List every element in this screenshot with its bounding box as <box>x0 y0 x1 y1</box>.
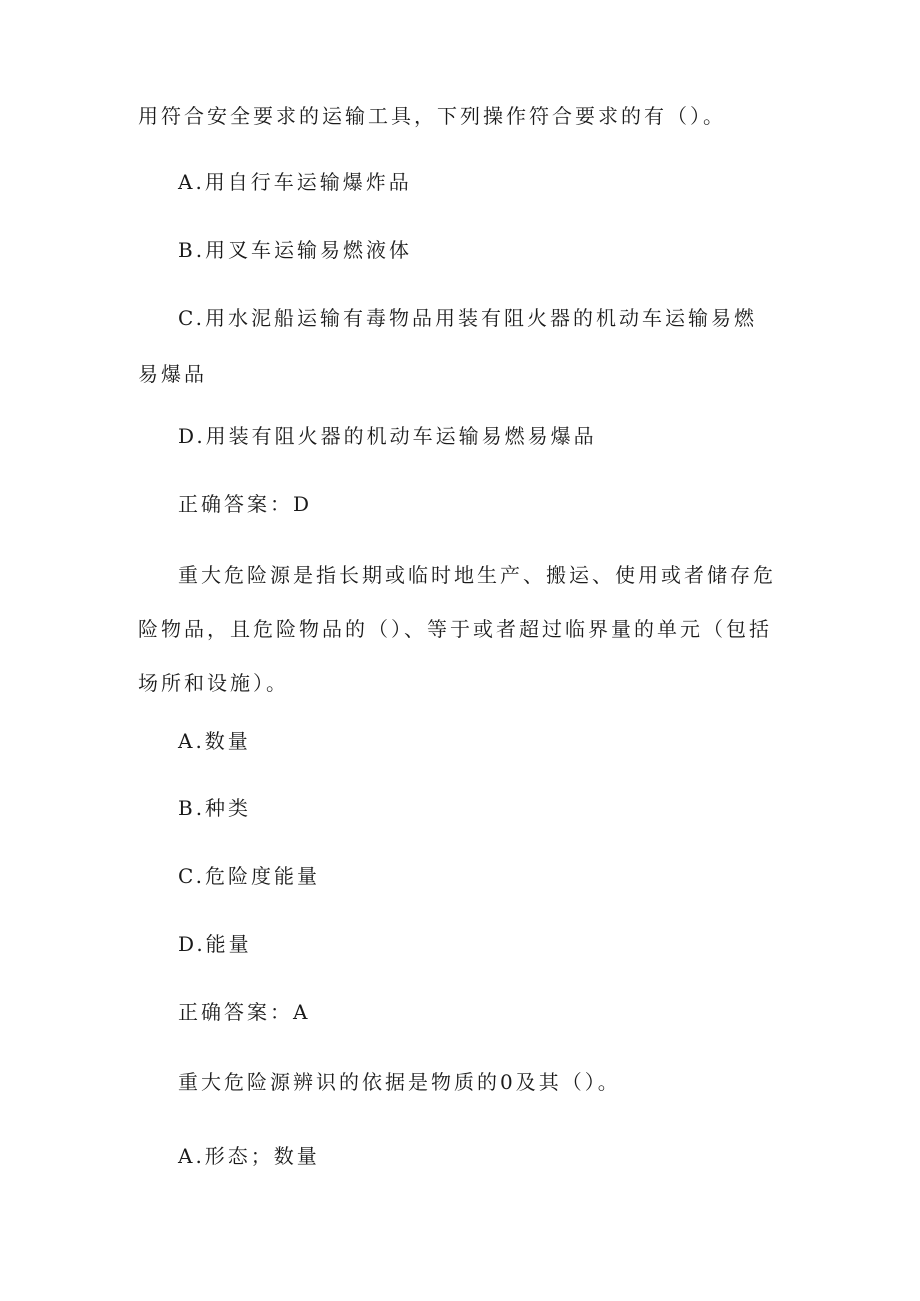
q2-answer: 正确答案：A <box>178 1000 311 1024</box>
q1-stem: 用符合安全要求的运输工具，下列操作符合要求的有（）。 <box>138 104 726 128</box>
q3-option-a: A.形态；数量 <box>178 1144 320 1168</box>
q2-option-a: A.数量 <box>178 729 251 753</box>
q1-answer: 正确答案：D <box>178 492 313 516</box>
q2-option-d: D.能量 <box>178 932 252 956</box>
q1-option-d: D.用装有阻火器的机动车运输易燃易爆品 <box>178 424 597 448</box>
q3-stem: 重大危险源辨识的依据是物质的0及其（）。 <box>178 1070 621 1094</box>
q2-option-c: C.危险度能量 <box>178 864 320 888</box>
q2-option-b: B.种类 <box>178 796 252 820</box>
q1-option-b: B.用叉车运输易燃液体 <box>178 238 413 262</box>
q1-option-c: C.用水泥船运输有毒物品用装有阻火器的机动车运输易燃易爆品 <box>138 306 757 386</box>
q2-stem: 重大危险源是指长期或临时地生产、搬运、使用或者储存危险物品，且危险物品的（）、等于或者超过临界量的单元（包括场所和设施）。 <box>138 563 776 695</box>
q1-option-a: A.用自行车运输爆炸品 <box>178 170 412 194</box>
